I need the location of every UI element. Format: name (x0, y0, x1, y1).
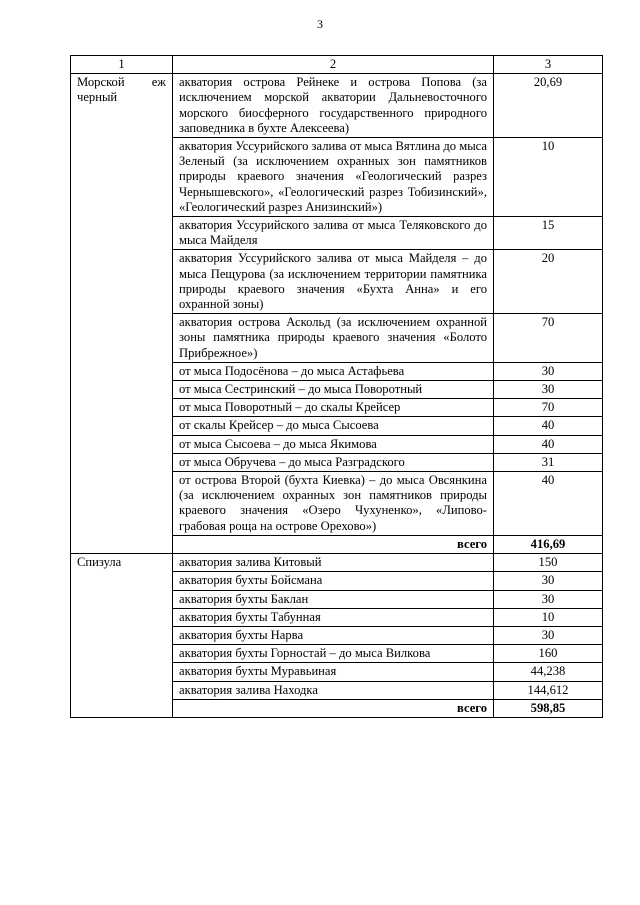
quota-value-cell: 44,238 (494, 663, 603, 681)
quota-value-cell: 10 (494, 608, 603, 626)
area-cell: акватория острова Рейнеке и острова Попова (за исключением морской акватории Дальневосточного морского биосферного государственного природного заповедника в бухте Алексеева) (173, 74, 494, 138)
total-label: всего (173, 535, 494, 553)
area-cell: акватория Уссурийского залива от мыса Майделя – до мыса Пещурова (за исключением территории памятника природы краевого значения «Бухта Анна» и его охранной зоны) (173, 250, 494, 314)
quota-value-cell: 40 (494, 417, 603, 435)
table-header-row (71, 56, 603, 74)
area-cell: от мыса Подосёнова – до мыса Астафьева (173, 362, 494, 380)
page-number: 3 (317, 17, 323, 31)
area-cell: акватория залива Китовый (173, 554, 494, 572)
area-cell: акватория залива Находка (173, 681, 494, 699)
quota-table (70, 55, 603, 718)
quota-value-cell: 150 (494, 554, 603, 572)
species-cell (71, 554, 173, 718)
area-cell: акватория бухты Нарва (173, 626, 494, 644)
area-cell: от острова Второй (бухта Киевка) – до мыса Овсянкина (за исключением охранных зон памятников природы краевого значения «Озеро Чухуненко», «Липово-грабовая роща на острове Орехово») (173, 472, 494, 536)
area-cell: от мыса Сестринский – до мыса Поворотный (173, 381, 494, 399)
area-cell: от скалы Крейсер – до мыса Сысоева (173, 417, 494, 435)
area-cell: от мыса Поворотный – до скалы Крейсер (173, 399, 494, 417)
area-cell: акватория острова Аскольд (за исключением охранной зоны памятника природы краевого значения «Болото Прибрежное») (173, 314, 494, 363)
area-cell: от мыса Сысоева – до мыса Якимова (173, 435, 494, 453)
species-name-line1: Спизула (77, 555, 122, 570)
column-header-2: 2 (173, 56, 494, 74)
quota-value-cell: 144,612 (494, 681, 603, 699)
quota-value-cell: 30 (494, 572, 603, 590)
table-row (71, 74, 603, 138)
column-header-1: 1 (71, 56, 173, 74)
quota-value-cell: 30 (494, 381, 603, 399)
area-cell: от мыса Обручева – до мыса Разградского (173, 453, 494, 471)
quota-value-cell: 30 (494, 362, 603, 380)
quota-value-cell: 70 (494, 314, 603, 363)
area-cell: акватория бухты Табунная (173, 608, 494, 626)
area-cell: акватория бухты Горностай – до мыса Вилкова (173, 645, 494, 663)
quota-value-cell: 160 (494, 645, 603, 663)
total-label: всего (173, 699, 494, 717)
total-value: 598,85 (494, 699, 603, 717)
species-name-line1: Морской еж (77, 75, 166, 90)
area-cell: акватория Уссурийского залива от мыса Теляковского до мыса Майделя (173, 217, 494, 250)
quota-value-cell: 30 (494, 590, 603, 608)
quota-value-cell: 10 (494, 138, 603, 217)
quota-value-cell: 40 (494, 472, 603, 536)
total-value: 416,69 (494, 535, 603, 553)
column-header-3: 3 (494, 56, 603, 74)
area-cell: акватория бухты Баклан (173, 590, 494, 608)
table-row (71, 554, 603, 572)
quota-value-cell: 40 (494, 435, 603, 453)
quota-value-cell: 20 (494, 250, 603, 314)
quota-value-cell: 15 (494, 217, 603, 250)
species-cell (71, 74, 173, 554)
area-cell: акватория бухты Бойсмана (173, 572, 494, 590)
species-name-line2: черный (77, 90, 118, 105)
quota-value-cell: 20,69 (494, 74, 603, 138)
area-cell: акватория Уссурийского залива от мыса Вятлина до мыса Зеленый (за исключением охранных зон памятников природы краевого значения «Геологический разрез Чернышевского», «Геологический разрез Тобизинский», «Геологический разрез Анизинский») (173, 138, 494, 217)
area-cell: акватория бухты Муравьиная (173, 663, 494, 681)
quota-value-cell: 31 (494, 453, 603, 471)
quota-value-cell: 70 (494, 399, 603, 417)
quota-value-cell: 30 (494, 626, 603, 644)
